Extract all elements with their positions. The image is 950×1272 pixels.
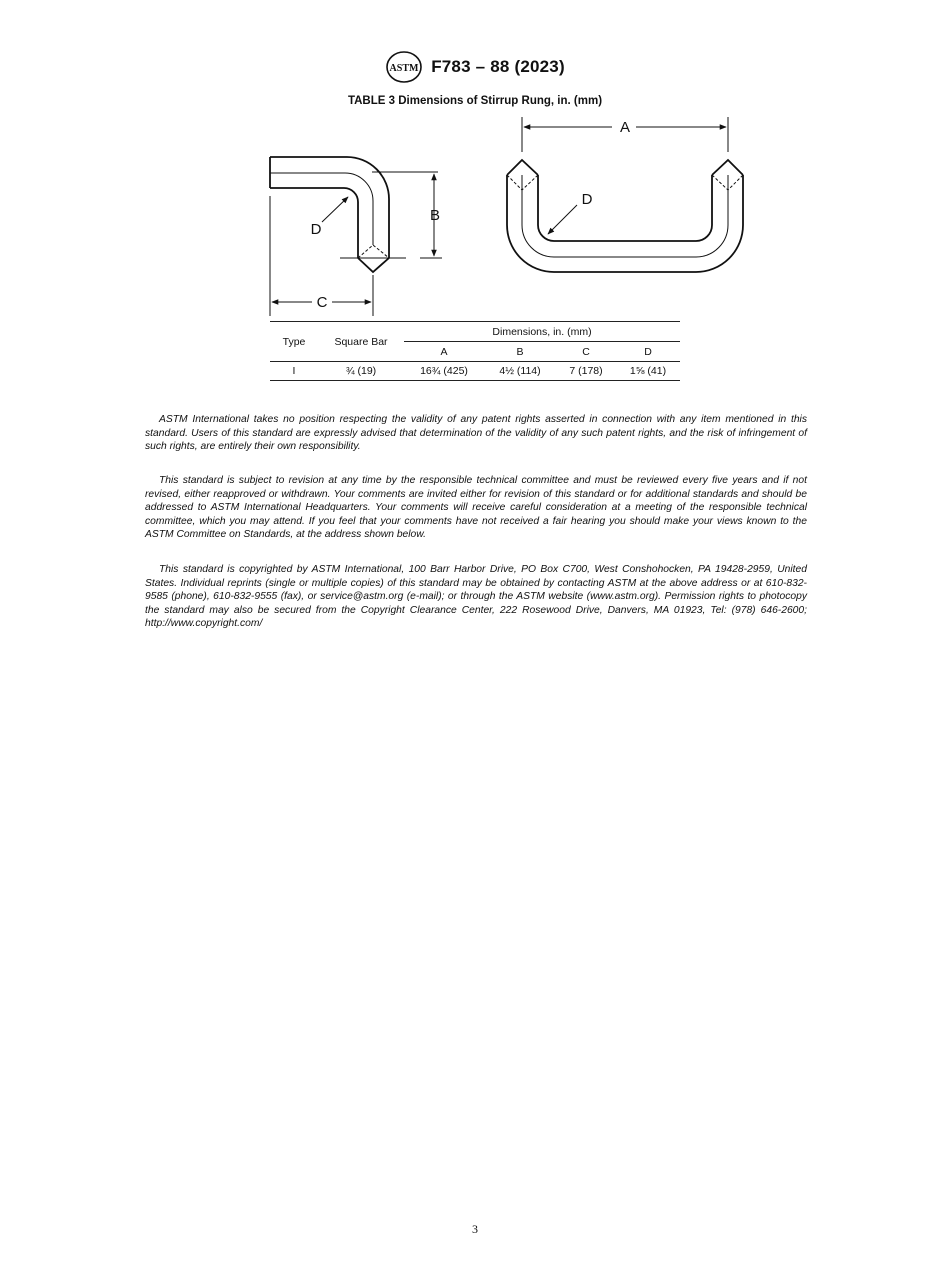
patent-notice: ASTM International takes no position respecting the validity of any patent rights asserted in connection with any item mentioned in this standard. Users of this standard are expressly advised that determination of the validity of any such patent rights, and the risk of infringement of such rights, are entirely their own responsibility. bbox=[145, 414, 807, 453]
dimensions-table bbox=[270, 321, 680, 381]
logo-text: ASTM bbox=[389, 63, 419, 74]
label-a: A bbox=[619, 119, 631, 136]
table-row bbox=[270, 362, 680, 381]
header-dimensions: Dimensions, in. (mm) bbox=[492, 325, 592, 338]
table-title: TABLE 3 Dimensions of Stirrup Rung, in. (mm) bbox=[347, 95, 603, 107]
cell-c: 7 (178) bbox=[569, 365, 603, 377]
side-view-drawing bbox=[270, 157, 442, 316]
page-number: 3 bbox=[472, 1222, 478, 1236]
label-d-left: D bbox=[310, 221, 322, 238]
revision-notice: This standard is subject to revision at any time by the responsible technical committee and must be reviewed every five years and if not revised, either reapproved or withdrawn. Your comments are invited either for revision of this standard or for additional standards and should be addressed to ASTM International Headquarters. Your comments will receive careful consideration at a meeting of the responsible technical committee, which you may attend. If you feel that your comments have not received a fair hearing you should make your views known to the ASTM Committee on Standards, at the address shown below. bbox=[145, 475, 807, 541]
header-type: Type bbox=[282, 335, 306, 348]
copyright-notice: This standard is copyrighted by ASTM International, 100 Barr Harbor Drive, PO Box C700, West Conshohocken, PA 19428-2959, United States. Individual reprints (single or multiple copies) of this standard may be obtained by contacting ASTM at the above address or at 610-832-9585 (phone), 610-832-9555 (fax), or service@astm.org (e-mail); or through the ASTM website (www.astm.org). Permission rights to photocopy the standard may also be secured from the Copyright Clearance Center, 222 Rosewood Drive, Danvers, MA 01923, Tel: (978) 646-2600; http://www.copyright.com/ bbox=[145, 564, 807, 630]
label-b: B bbox=[429, 207, 441, 224]
header-square-bar: Square Bar bbox=[334, 335, 388, 348]
cell-d: 1⅝ (41) bbox=[629, 365, 667, 377]
document-designation: F783 – 88 (2023) bbox=[431, 57, 565, 76]
cell-a: 16¾ (425) bbox=[420, 365, 468, 377]
cell-square-bar: ¾ (19) bbox=[345, 365, 377, 377]
stirrup-rung-figure bbox=[262, 112, 752, 318]
label-d-right: D bbox=[581, 191, 593, 208]
cell-b: 4½ (114) bbox=[499, 365, 541, 377]
page-header bbox=[0, 50, 950, 84]
astm-logo-icon bbox=[385, 50, 423, 84]
header-a: A bbox=[404, 342, 484, 362]
label-c: C bbox=[316, 294, 328, 311]
header-b: B bbox=[484, 342, 556, 362]
header-d: D bbox=[616, 342, 680, 362]
header-c: C bbox=[556, 342, 616, 362]
front-view-drawing bbox=[507, 117, 743, 272]
cell-type: I bbox=[292, 365, 296, 377]
